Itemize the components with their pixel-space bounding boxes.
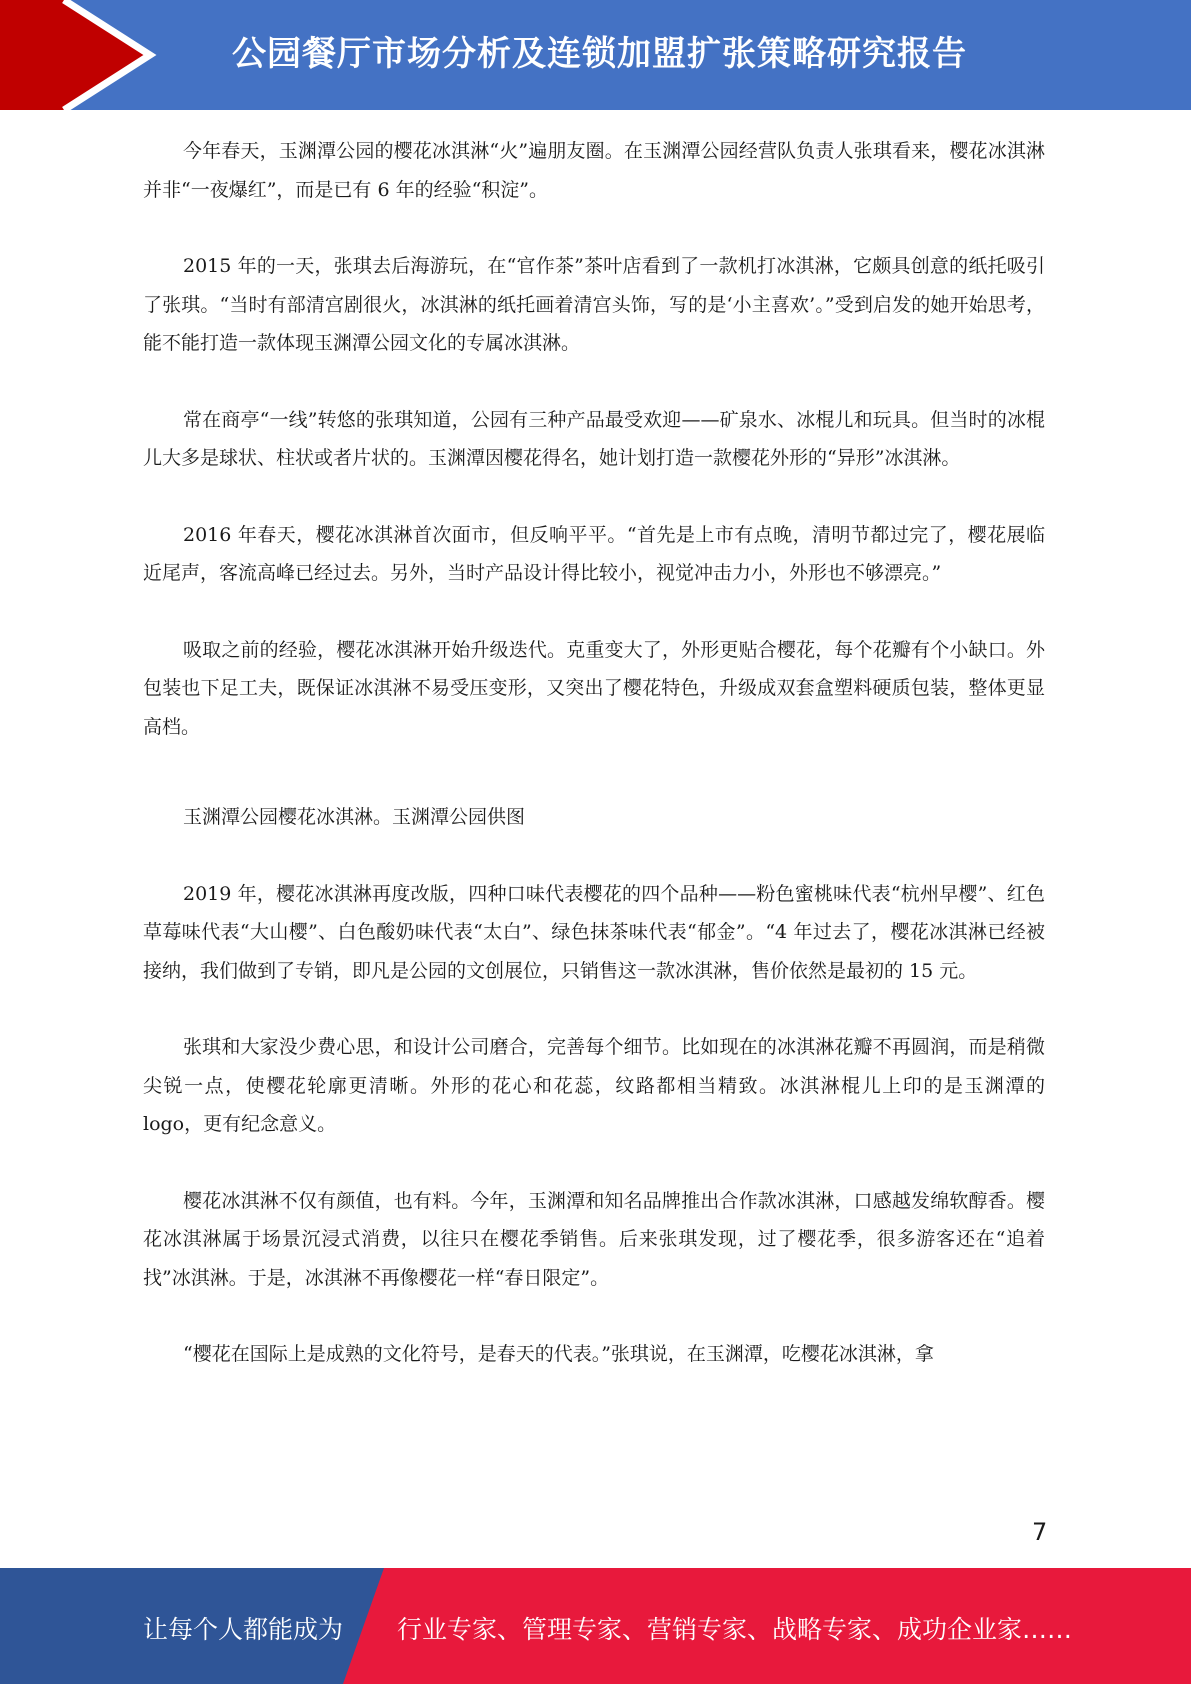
page-footer bbox=[0, 1568, 1191, 1684]
paragraph: 2019 年，樱花冰淇淋再度改版，四种口味代表樱花的四个品种——粉色蜜桃味代表“杭州早樱”、红色草莓味代表“大山樱”、白色酸奶味代表“太白”、绿色抹茶味代表“郁金”。“4 年过去了，樱花冰淇淋已经被接纳，我们做到了专销，即凡是公园的文创展位，只销售这一款冰淇淋，售价依然是最初的 15 元。 bbox=[143, 882, 1045, 982]
paragraph: 樱花冰淇淋不仅有颜值，也有料。今年，玉渊潭和知名品牌推出合作款冰淇淋，口感越发绵软醇香。樱花冰淇淋属于场景沉浸式消费，以往只在樱花季销售。后来张琪发现，过了樱花季，很多游客还在“追着找”冰淇淋。于是，冰淇淋不再像樱花一样“春日限定”。 bbox=[143, 1189, 1045, 1289]
footer-slogan-right: 行业专家、管理专家、营销专家、战略专家、成功企业家…… bbox=[397, 1615, 1073, 1644]
body-content bbox=[143, 132, 1045, 1412]
paragraph: 2016 年春天，樱花冰淇淋首次面市，但反响平平。“首先是上市有点晚，清明节都过完了，樱花展临近尾声，客流高峰已经过去。另外，当时产品设计得比较小，视觉冲击力小，外形也不够漂亮。” bbox=[143, 523, 1045, 584]
page-header bbox=[0, 0, 1191, 110]
image-caption: 玉渊潭公园樱花冰淇淋。玉渊潭公园供图 bbox=[183, 806, 526, 828]
header-red-chevron bbox=[0, 0, 150, 110]
footer-slogan-left: 让每个人都能成为 bbox=[143, 1615, 344, 1644]
paragraph: 今年春天，玉渊潭公园的樱花冰淇淋“火”遍朋友圈。在玉渊潭公园经营队负责人张琪看来，樱花冰淇淋并非“一夜爆红”，而是已有 6 年的经验“积淀”。 bbox=[143, 140, 1045, 201]
paragraph: 吸取之前的经验，樱花冰淇淋开始升级迭代。克重变大了，外形更贴合樱花，每个花瓣有个小缺口。外包装也下足工夫，既保证冰淇淋不易受压变形，又突出了樱花特色，升级成双套盒塑料硬质包装，整体更显高档。 bbox=[143, 638, 1045, 738]
document-title: 公园餐厅市场分析及连锁加盟扩张策略研究报告 bbox=[232, 34, 967, 74]
paragraph: 2015 年的一天，张琪去后海游玩，在“官作茶”茶叶店看到了一款机打冰淇淋，它颇具创意的纸托吸引了张琪。“当时有部清宫剧很火，冰淇淋的纸托画着清宫头饰，写的是‘小主喜欢’。”受到启发的她开始思考，能不能打造一款体现玉渊潭公园文化的专属冰淇淋。 bbox=[143, 255, 1045, 354]
paragraph: 常在商亭“一线”转悠的张琪知道，公园有三种产品最受欢迎——矿泉水、冰棍儿和玩具。但当时的冰棍儿大多是球状、柱状或者片状的。玉渊潭因樱花得名，她计划打造一款樱花外形的“异形”冰淇淋。 bbox=[143, 408, 1045, 469]
paragraph: “樱花在国际上是成熟的文化符号，是春天的代表。”张琪说，在玉渊潭，吃樱花冰淇淋，拿 bbox=[183, 1343, 934, 1365]
paragraph: 张琪和大家没少费心思，和设计公司磨合，完善每个细节。比如现在的冰淇淋花瓣不再圆润，而是稍微尖锐一点，使樱花轮廓更清晰。外形的花心和花蕊，纹路都相当精致。冰淇淋棍儿上印的是玉渊潭的 logo，更有纪念意义。 bbox=[143, 1036, 1045, 1135]
page-number: 7 bbox=[1032, 1518, 1048, 1546]
